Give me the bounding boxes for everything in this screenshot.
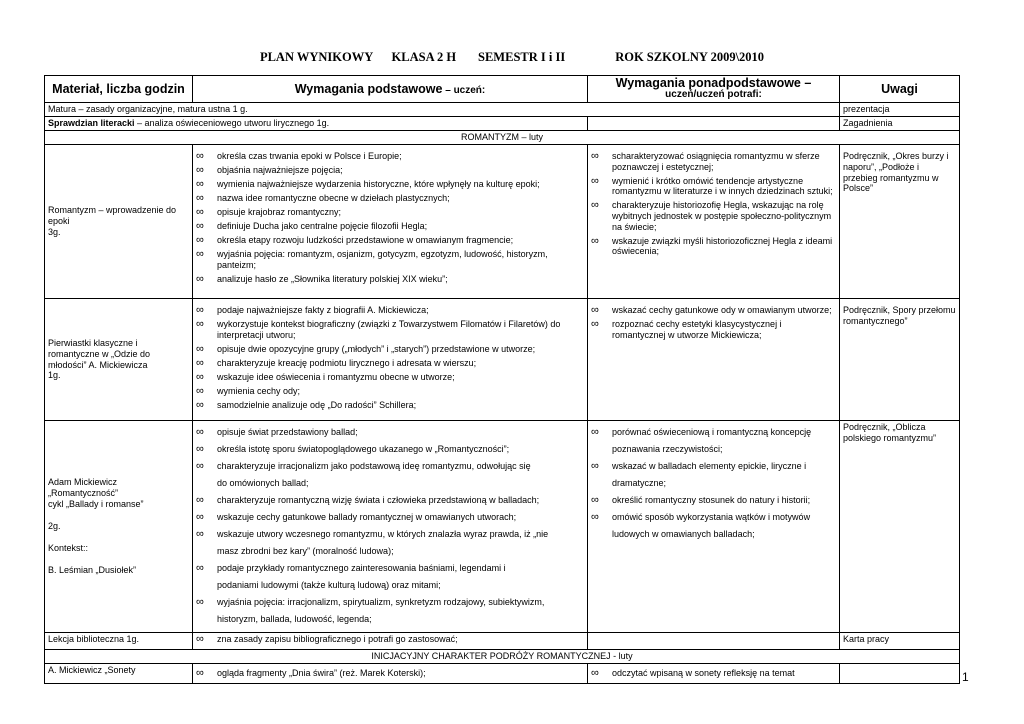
list-item [196, 597, 584, 608]
list-item-text: określić romantyczny stosunek do natury i historii; [612, 495, 811, 505]
list-item-text: charakteryzuje irracjonalizm jako podstawową ideę romantyzmu, odwołując się [217, 461, 531, 471]
topic-line: Adam Mickiewicz [48, 477, 118, 487]
list-item [196, 580, 584, 591]
infinity-bullet-icon: ∞ [196, 633, 204, 645]
list-item-text: porównać oświeceniową i romantyczną koncepcję [612, 427, 812, 437]
list-item-text: omówić sposób wykorzystania wątków i motywów [612, 512, 811, 522]
topic-odzie [45, 299, 193, 421]
column-header-basic-sub: – uczeń: [442, 84, 486, 96]
topic-line: Kontekst:: [48, 543, 89, 553]
list-item-text: do omówionych ballad; [217, 478, 309, 488]
sonety-basic [193, 664, 588, 684]
list-item-text: wskazuje związki myśli historiozoficznej Hegla z ideami oświecenia; [612, 235, 833, 257]
page-number: 1 [962, 670, 969, 684]
lekcja-note: Karta pracy [840, 633, 960, 650]
list-item-text: wskazać cechy gatunkowe ody w omawianym utworze; [612, 305, 832, 315]
list-item [591, 319, 836, 341]
infinity-bullet-icon: ∞ [591, 150, 599, 162]
infinity-bullet-icon: ∞ [591, 318, 599, 330]
sprawdzian-empty [588, 117, 840, 131]
sprawdzian-rest: – analiza oświeceniowego utworu lirycznego 1g. [134, 118, 330, 128]
infinity-bullet-icon: ∞ [196, 220, 204, 232]
topic-romantyzm [45, 145, 193, 299]
list-item [196, 179, 584, 190]
infinity-bullet-icon: ∞ [196, 460, 204, 472]
list-item-text: definiuje Ducha jako centralne pojęcie filozofii Hegla; [217, 221, 428, 231]
topic-romantyzm-text: Romantyzm – wprowadzenie do epoki 3g. [48, 205, 177, 237]
infinity-bullet-icon: ∞ [591, 199, 599, 212]
section-title-romantyzm: ROMANTYZM – luty [45, 131, 960, 145]
plan-table [44, 75, 960, 684]
list-item [591, 305, 836, 316]
list-item-text: wskazać w balladach elementy epickie, liryczne i [612, 461, 807, 471]
list-item [196, 151, 584, 162]
sprawdzian-text [45, 117, 588, 131]
matura-note: prezentacja [840, 103, 960, 117]
list-item [196, 461, 584, 472]
advanced-list-odzie [591, 305, 836, 341]
infinity-bullet-icon: ∞ [196, 596, 204, 608]
note-romantyzm: Podręcznik, „Okres burzy i naporu”, „Podłoże i przebieg romantyzmu w Polsce” [840, 145, 960, 299]
sonety-basic-list [196, 668, 584, 679]
infinity-bullet-icon: ∞ [196, 398, 204, 411]
infinity-bullet-icon: ∞ [196, 370, 204, 383]
column-header-basic [193, 76, 588, 103]
list-item [196, 386, 584, 397]
lekcja-text: Lekcja biblioteczna 1g. [45, 633, 193, 650]
list-item [591, 427, 836, 438]
list-item-text: objaśnia najważniejsze pojęcia; [217, 165, 343, 175]
list-item [196, 207, 584, 218]
infinity-bullet-icon: ∞ [591, 234, 599, 247]
advanced-romantyzm [588, 145, 840, 299]
infinity-bullet-icon: ∞ [196, 248, 204, 260]
list-item [591, 495, 836, 506]
basic-list-odzie [196, 305, 584, 411]
table-row-matura [45, 103, 960, 117]
infinity-bullet-icon: ∞ [196, 272, 204, 285]
infinity-bullet-icon: ∞ [196, 667, 204, 679]
section-title-podroz: INICJACYJNY CHARAKTER PODRÓŻY ROMANTYCZNEJ - luty [45, 650, 960, 664]
list-item-text: podaje najważniejsze fakty z biografii A. Mickiewicza; [217, 305, 429, 315]
infinity-bullet-icon: ∞ [591, 426, 599, 438]
list-item-text: wskazuje cechy gatunkowe ballady romantycznej w omawianych utworach; [217, 512, 517, 522]
page-title: PLAN WYNIKOWY KLASA 2 H SEMESTR I i II ROK SZKOLNY 2009\2010 [259, 50, 765, 64]
infinity-bullet-icon: ∞ [196, 178, 204, 190]
topic-line [48, 554, 189, 565]
topic-line: 2g. [48, 521, 61, 531]
list-item [196, 344, 584, 355]
column-header-advanced [588, 76, 840, 103]
lekcja-basic-text: zna zasady zapisu bibliograficznego i potrafi go zastosować; [217, 634, 458, 644]
list-item [196, 444, 584, 455]
table-row-ballady [45, 421, 960, 633]
list-item-text: charakteryzuje historiozofię Hegla, wskazując na rolę wybitnych jednostek w postępie społeczno-politycznym na świecie; [612, 200, 832, 232]
list-item [196, 235, 584, 246]
infinity-bullet-icon: ∞ [591, 460, 599, 472]
basic-list-ballady [196, 427, 584, 625]
list-item [196, 249, 584, 271]
list-item [196, 358, 584, 369]
infinity-bullet-icon: ∞ [591, 174, 599, 187]
list-item-text: ludowych w omawianych balladach; [612, 529, 755, 539]
table-header-row [45, 76, 960, 103]
infinity-bullet-icon: ∞ [196, 443, 204, 455]
infinity-bullet-icon: ∞ [196, 206, 204, 218]
list-item-text: wyjaśnia pojęcia: irracjonalizm, spirytualizm, synkretyzm rodzajowy, subiektywizm, [217, 597, 545, 607]
list-item [196, 274, 584, 285]
list-item [196, 668, 584, 679]
infinity-bullet-icon: ∞ [196, 164, 204, 176]
list-item-text: wskazuje utwory wczesnego romantyzmu, w których znalazła wyraz prawda, iż „nie [217, 529, 549, 539]
infinity-bullet-icon: ∞ [196, 356, 204, 369]
infinity-bullet-icon: ∞ [591, 511, 599, 523]
basic-list-romantyzm [196, 151, 584, 285]
list-item [196, 478, 584, 489]
infinity-bullet-icon: ∞ [196, 150, 204, 162]
topic-line [48, 532, 189, 543]
list-item-text: określa etapy rozwoju ludzkości przedstawione w omawianym fragmencie; [217, 235, 514, 245]
infinity-bullet-icon: ∞ [591, 304, 599, 316]
list-item-text: dramatyczne; [612, 478, 667, 488]
list-item [591, 668, 836, 679]
list-item [196, 372, 584, 383]
list-item [196, 614, 584, 625]
list-item-text: analizuje hasło ze „Słownika literatury polskiej XIX wieku”; [217, 273, 448, 284]
list-item-text: wykorzystuje kontekst biograficzny (związki z Towarzystwem Filomatów i Filaretów) do interpretacji utworu; [217, 319, 561, 340]
matura-text: Matura – zasady organizacyjne, matura ustna 1 g. [45, 103, 840, 117]
advanced-odzie [588, 299, 840, 421]
sprawdzian-bold: Sprawdzian literacki [48, 118, 135, 128]
advanced-list-romantyzm [591, 151, 836, 257]
lekcja-basic [193, 633, 588, 650]
sonety-basic-text: ogląda fragmenty „Dnia świra” (reż. Marek Koterski); [217, 668, 426, 678]
infinity-bullet-icon: ∞ [196, 426, 204, 438]
list-item-text: wymienić i krótko omówić tendencje artystyczne romantyzmu w literaturze i w innych dziedzinach sztuki; [612, 175, 833, 197]
section-row-podroz [45, 650, 960, 664]
list-item-text: wymienia najważniejsze wydarzenia historyczne, które wpłynęły na kulturę epoki; [217, 179, 540, 189]
topic-line: „Romantyczność” [48, 488, 119, 498]
list-item [196, 427, 584, 438]
table-row-sonety [45, 664, 960, 684]
infinity-bullet-icon: ∞ [591, 667, 599, 679]
sonety-note [840, 664, 960, 684]
list-item [591, 529, 836, 540]
list-item [196, 634, 584, 645]
list-item-text: wskazuje idee oświecenia i romantyzmu obecne w utworze; [217, 371, 455, 382]
basic-romantyzm [193, 145, 588, 299]
list-item [196, 305, 584, 316]
infinity-bullet-icon: ∞ [196, 192, 204, 204]
column-header-advanced-sub: uczeń/uczeń potrafi: [665, 89, 762, 101]
list-item-text: podaniami ludowymi (także kulturą ludową) oraz mitami; [217, 580, 441, 590]
infinity-bullet-icon: ∞ [196, 494, 204, 506]
list-item-text: określa istotę sporu światopoglądowego ukazanego w „Romantyczności”; [217, 444, 510, 454]
topic-ballady-lines [48, 477, 189, 576]
basic-ballady [193, 421, 588, 633]
list-item-text: scharakteryzować osiągnięcia romantyzmu w sferze poznawczej i estetycznej; [612, 151, 820, 172]
list-item-text: rozpoznać cechy estetyki klasycystycznej i romantycznej w utworze Mickiewicza; [612, 319, 782, 340]
list-item-text: podaje przykłady romantycznego zainteresowania baśniami, legendami i [217, 563, 506, 573]
list-item-text: masz zbrodni bez kary” (moralność ludowa); [217, 546, 394, 556]
list-item [196, 529, 584, 540]
list-item [591, 461, 836, 472]
sprawdzian-note: Zagadnienia [840, 117, 960, 131]
note-odzie: Podręcznik, Spory przełomu romantycznego” [840, 299, 960, 421]
table-row-odzie [45, 299, 960, 421]
infinity-bullet-icon: ∞ [196, 318, 204, 330]
list-item [196, 512, 584, 523]
sonety-topic: A. Mickiewicz „Sonety [45, 664, 193, 684]
infinity-bullet-icon: ∞ [591, 494, 599, 506]
list-item [196, 165, 584, 176]
topic-line: B. Leśmian „Dusiołek” [48, 565, 137, 575]
section-row-romantyzm [45, 131, 960, 145]
list-item [591, 478, 836, 489]
column-header-advanced-main: Wymagania ponadpodstawowe – [615, 76, 812, 91]
list-item-text: wymienia cechy ody; [217, 385, 301, 396]
infinity-bullet-icon: ∞ [196, 562, 204, 574]
list-item-text: określa czas trwania epoki w Polsce i Europie; [217, 151, 402, 161]
column-header-basic-main: Wymagania podstawowe [294, 81, 443, 96]
list-item [196, 546, 584, 557]
advanced-ballady [588, 421, 840, 633]
list-item [591, 512, 836, 523]
topic-line [48, 510, 189, 521]
list-item [196, 563, 584, 574]
infinity-bullet-icon: ∞ [196, 511, 204, 523]
topic-ballady [45, 421, 193, 633]
infinity-bullet-icon: ∞ [196, 528, 204, 540]
topic-odzie-text: Pierwiastki klasyczne i romantyczne w „Odzie do młodości” A. Mickiewicza 1g. [48, 337, 151, 381]
topic-line: cykl „Ballady i romanse” [48, 499, 144, 509]
note-ballady: Podręcznik, „Oblicza polskiego romantyzmu” [840, 421, 960, 633]
list-item [591, 200, 836, 232]
list-item-text: opisuje świat przedstawiony ballad; [217, 427, 358, 437]
advanced-list-ballady [591, 427, 836, 540]
lekcja-list [196, 634, 584, 645]
list-item [591, 151, 836, 173]
list-item [591, 176, 836, 198]
infinity-bullet-icon: ∞ [196, 304, 204, 316]
list-item-text: nazwa idee romantyczne obecne w dziełach plastycznych; [217, 193, 450, 203]
table-row-sprawdzian [45, 117, 960, 131]
sonety-advanced-text: odczytać wpisaną w sonety refleksję na temat [612, 668, 795, 678]
list-item-text: charakteryzuje romantyczną wizję świata i człowieka przedstawioną w balladach; [217, 495, 540, 505]
table-row-lekcja [45, 633, 960, 650]
infinity-bullet-icon: ∞ [196, 384, 204, 397]
infinity-bullet-icon: ∞ [196, 234, 204, 246]
list-item [196, 319, 584, 341]
column-header-notes: Uwagi [840, 76, 960, 103]
infinity-bullet-icon: ∞ [196, 342, 204, 355]
list-item-text: poznawania rzeczywistości; [612, 444, 723, 454]
column-header-material: Materiał, liczba godzin [45, 76, 193, 103]
sonety-advanced [588, 664, 840, 684]
list-item-text: charakteryzuje kreację podmiotu lirycznego i adresata w wierszu; [217, 357, 477, 368]
sonety-advanced-list [591, 668, 836, 679]
list-item [591, 236, 836, 258]
list-item [196, 495, 584, 506]
basic-odzie [193, 299, 588, 421]
list-item [196, 400, 584, 411]
lekcja-empty [588, 633, 840, 650]
list-item-text: opisuje dwie opozycyjne grupy („młodych” i „starych”) przedstawione w utworze; [217, 343, 536, 354]
list-item [196, 193, 584, 204]
list-item [196, 221, 584, 232]
list-item [591, 444, 836, 455]
table-row-romantyzm [45, 145, 960, 299]
list-item-text: historyzm, ballada, ludowość, legenda; [217, 614, 372, 624]
list-item-text: wyjaśnia pojęcia: romantyzm, osjanizm, gotycyzm, egzotyzm, ludowość, historyzm, panteizm; [217, 249, 548, 270]
list-item-text: samodzielnie analizuje odę „Do radości” Schillera; [217, 399, 417, 410]
list-item-text: opisuje krajobraz romantyczny; [217, 207, 342, 217]
